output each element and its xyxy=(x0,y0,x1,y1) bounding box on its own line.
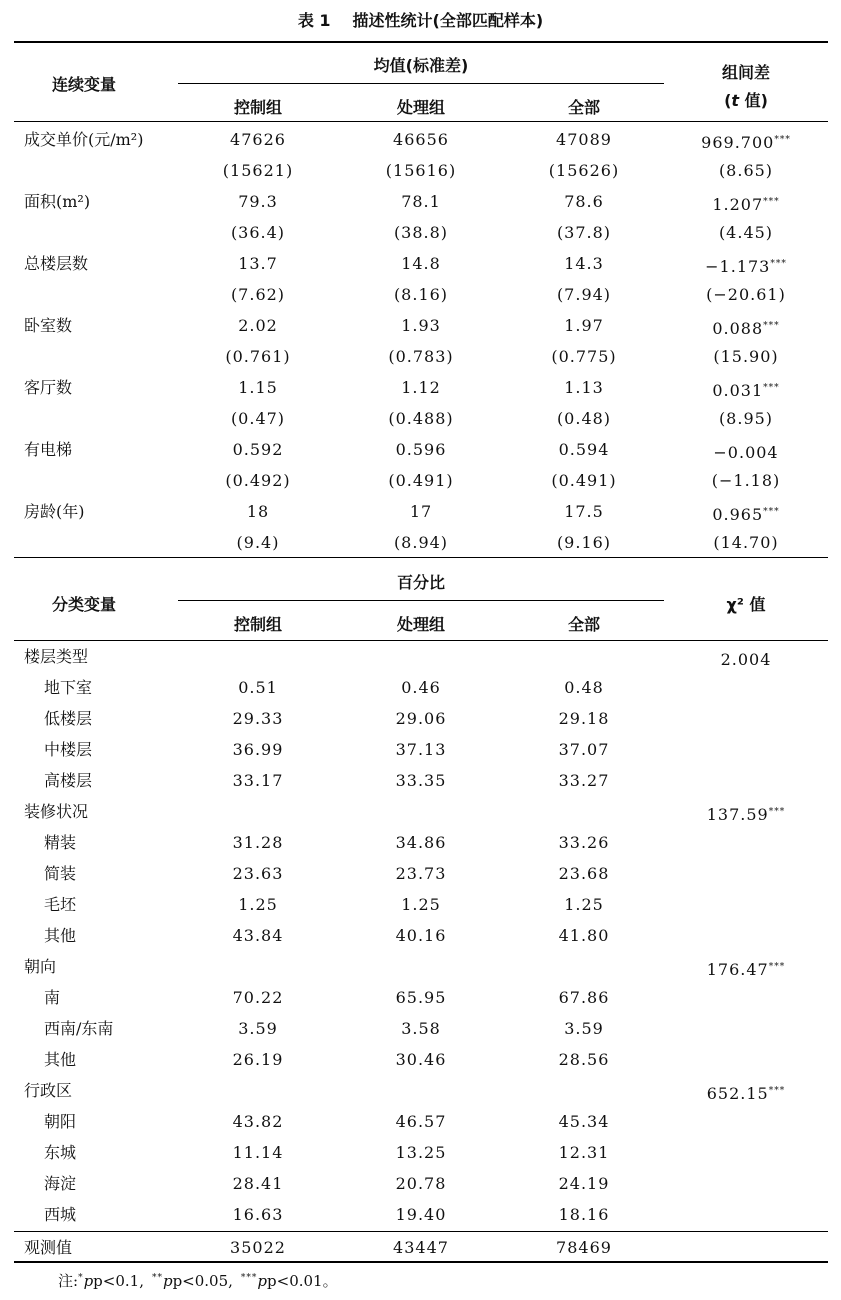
sd-value: (0.491) xyxy=(388,471,454,490)
panel-a-col-treatment: 处理组 xyxy=(396,98,445,117)
percent-control: 16.63 xyxy=(232,1205,284,1224)
panel-a-mean-row xyxy=(0,249,841,280)
t-value: (4.45) xyxy=(718,223,774,242)
panel-a-mean-row xyxy=(0,373,841,404)
observations-row xyxy=(0,1233,841,1264)
category-label: 南 xyxy=(44,988,61,1007)
percent-treatment: 20.78 xyxy=(395,1174,447,1193)
variable-label: 成交单价(元/m²) xyxy=(24,130,144,149)
chi2-value: 176.47*** xyxy=(706,960,786,979)
panel-a-mean-row xyxy=(0,497,841,528)
percent-treatment: 30.46 xyxy=(395,1050,447,1069)
category-group-label: 行政区 xyxy=(24,1081,73,1100)
mean-value: 2.02 xyxy=(238,316,278,335)
panel-a-header-rule xyxy=(14,121,828,122)
panel-b-header-rule xyxy=(14,640,828,641)
category-label: 东城 xyxy=(44,1143,77,1162)
sd-value: (8.16) xyxy=(393,285,449,304)
percent-all: 45.34 xyxy=(558,1112,610,1131)
panel-b-item-row xyxy=(0,1200,841,1231)
category-label: 精装 xyxy=(44,833,77,852)
panel-b-row-header: 分类变量 xyxy=(52,595,117,614)
panel-a-sd-row xyxy=(0,466,841,497)
percent-control: 36.99 xyxy=(232,740,284,759)
panel-b-group-row xyxy=(0,952,841,983)
sd-value: (0.488) xyxy=(388,409,454,428)
panel-b-col-all: 全部 xyxy=(567,615,600,634)
percent-treatment: 29.06 xyxy=(395,709,447,728)
mean-value: 46656 xyxy=(393,130,449,149)
panel-b-item-row xyxy=(0,1169,841,1200)
percent-treatment: 0.46 xyxy=(401,678,441,697)
panel-a-mean-row xyxy=(0,311,841,342)
sd-value: (7.62) xyxy=(230,285,286,304)
percent-treatment: 40.16 xyxy=(395,926,447,945)
table-caption: 描述性统计(全部匹配样本) xyxy=(352,11,544,30)
panel-b-item-row xyxy=(0,673,841,704)
top-rule xyxy=(14,41,828,43)
percent-control: 31.28 xyxy=(232,833,284,852)
panel-a-row-header: 连续变量 xyxy=(52,75,117,94)
panel-a-diff-stat-header: (t 值) xyxy=(724,91,768,110)
panel-b-item-row xyxy=(0,704,841,735)
variable-label: 总楼层数 xyxy=(24,254,89,273)
panel-a-sd-row xyxy=(0,404,841,435)
sd-value: (15616) xyxy=(385,161,457,180)
t-value: (14.70) xyxy=(713,533,779,552)
percent-control: 23.63 xyxy=(232,864,284,883)
panel-b-item-row xyxy=(0,1107,841,1138)
category-label: 其他 xyxy=(44,926,77,945)
sd-value: (8.94) xyxy=(393,533,449,552)
percent-treatment: 23.73 xyxy=(395,864,447,883)
panel-a-sd-row xyxy=(0,280,841,311)
panel-b-group-row xyxy=(0,642,841,673)
sd-value: (0.775) xyxy=(551,347,617,366)
mean-value: 14.3 xyxy=(564,254,604,273)
group-diff-value: 0.031*** xyxy=(712,381,780,400)
t-value: (−20.61) xyxy=(706,285,786,304)
percent-all: 18.16 xyxy=(558,1205,610,1224)
percent-treatment: 65.95 xyxy=(395,988,447,1007)
panel-a-mean-row xyxy=(0,125,841,156)
percent-control: 11.14 xyxy=(232,1143,284,1162)
percent-control: 43.84 xyxy=(232,926,284,945)
observations-control: 35022 xyxy=(230,1238,286,1257)
sd-value: (9.16) xyxy=(556,533,612,552)
sd-value: (0.48) xyxy=(556,409,612,428)
category-group-label: 楼层类型 xyxy=(24,647,89,666)
mean-value: 1.12 xyxy=(401,378,441,397)
category-label: 海淀 xyxy=(44,1174,77,1193)
panel-b-group-row xyxy=(0,797,841,828)
mean-value: 47089 xyxy=(556,130,612,149)
t-value: (8.95) xyxy=(718,409,774,428)
percent-all: 12.31 xyxy=(558,1143,610,1162)
category-label: 毛坯 xyxy=(44,895,77,914)
chi2-value: 137.59*** xyxy=(706,805,786,824)
mean-value: 1.15 xyxy=(238,378,278,397)
percent-control: 26.19 xyxy=(232,1050,284,1069)
percent-treatment: 13.25 xyxy=(395,1143,447,1162)
panel-b-item-row xyxy=(0,1045,841,1076)
t-value: (8.65) xyxy=(718,161,774,180)
percent-control: 33.17 xyxy=(232,771,284,790)
percent-all: 41.80 xyxy=(558,926,610,945)
mean-value: 78.1 xyxy=(401,192,441,211)
panel-b-item-row xyxy=(0,735,841,766)
percent-all: 24.19 xyxy=(558,1174,610,1193)
sd-value: (0.783) xyxy=(388,347,454,366)
panel-b-col-control: 控制组 xyxy=(233,615,282,634)
panel-a-col-control: 控制组 xyxy=(233,98,282,117)
percent-all: 28.56 xyxy=(558,1050,610,1069)
sd-value: (9.4) xyxy=(236,533,280,552)
group-diff-value: 0.965*** xyxy=(712,505,780,524)
panel-b-col-treatment: 处理组 xyxy=(396,615,445,634)
percent-all: 1.25 xyxy=(564,895,604,914)
panel-a-mean-row xyxy=(0,435,841,466)
mean-value: 1.13 xyxy=(564,378,604,397)
mean-value: 13.7 xyxy=(238,254,278,273)
group-diff-value: −1.173*** xyxy=(705,257,787,276)
percent-treatment: 37.13 xyxy=(395,740,447,759)
category-label: 朝阳 xyxy=(44,1112,77,1131)
category-label: 中楼层 xyxy=(44,740,93,759)
panel-b-group-header: 百分比 xyxy=(396,573,445,592)
panel-a-diff-header: 组间差 xyxy=(721,63,770,82)
mean-value: 17 xyxy=(409,502,433,521)
percent-all: 37.07 xyxy=(558,740,610,759)
category-label: 简装 xyxy=(44,864,77,883)
category-group-label: 装修状况 xyxy=(24,802,89,821)
panel-b-item-row xyxy=(0,1014,841,1045)
panel-a-sd-row xyxy=(0,218,841,249)
mean-value: 0.592 xyxy=(232,440,284,459)
mean-value: 17.5 xyxy=(564,502,604,521)
panel-a-header-subrule xyxy=(178,83,664,84)
sd-value: (7.94) xyxy=(556,285,612,304)
observations-treatment: 43447 xyxy=(393,1238,449,1257)
percent-treatment: 46.57 xyxy=(395,1112,447,1131)
panel-b-item-row xyxy=(0,921,841,952)
t-value: (15.90) xyxy=(713,347,779,366)
group-diff-value: 0.088*** xyxy=(712,319,780,338)
variable-label: 卧室数 xyxy=(24,316,73,335)
sd-value: (37.8) xyxy=(556,223,612,242)
panel-b-item-row xyxy=(0,983,841,1014)
mean-value: 47626 xyxy=(230,130,286,149)
mean-value: 1.93 xyxy=(401,316,441,335)
variable-label: 面积(m²) xyxy=(24,192,91,211)
panel-b-header-subrule xyxy=(178,600,664,601)
chi2-value: 2.004 xyxy=(720,650,772,669)
mean-value: 78.6 xyxy=(564,192,604,211)
mean-value: 14.8 xyxy=(401,254,441,273)
category-label: 西南/东南 xyxy=(44,1019,114,1038)
percent-all: 29.18 xyxy=(558,709,610,728)
variable-label: 有电梯 xyxy=(24,440,73,459)
observations-rule xyxy=(14,1231,828,1232)
sd-value: (0.492) xyxy=(225,471,291,490)
percent-control: 0.51 xyxy=(238,678,278,697)
t-value: (−1.18) xyxy=(711,471,781,490)
panel-b-item-row xyxy=(0,1138,841,1169)
panel-b-stat-header: χ² 值 xyxy=(726,595,766,614)
variable-label: 房龄(年) xyxy=(24,502,85,521)
category-label: 低楼层 xyxy=(44,709,93,728)
category-group-label: 朝向 xyxy=(24,957,57,976)
panel-a-group-header: 均值(标准差) xyxy=(373,56,469,75)
percent-treatment: 1.25 xyxy=(401,895,441,914)
sd-value: (0.47) xyxy=(230,409,286,428)
group-diff-value: 969.700*** xyxy=(701,133,791,152)
percent-control: 28.41 xyxy=(232,1174,284,1193)
group-diff-value: 1.207*** xyxy=(712,195,780,214)
panel-a-mean-row xyxy=(0,187,841,218)
panel-b-item-row xyxy=(0,828,841,859)
percent-control: 70.22 xyxy=(232,988,284,1007)
percent-all: 23.68 xyxy=(558,864,610,883)
panel-a-sd-row xyxy=(0,528,841,559)
sd-value: (15626) xyxy=(548,161,620,180)
panel-b-item-row xyxy=(0,766,841,797)
category-label: 地下室 xyxy=(44,678,93,697)
variable-label: 客厅数 xyxy=(24,378,73,397)
mean-value: 1.97 xyxy=(564,316,604,335)
percent-control: 43.82 xyxy=(232,1112,284,1131)
chi2-value: 652.15*** xyxy=(706,1084,786,1103)
observations-label: 观测值 xyxy=(24,1238,73,1257)
group-diff-value: −0.004 xyxy=(713,443,779,462)
panel-b-item-row xyxy=(0,890,841,921)
panel-a-col-all: 全部 xyxy=(567,98,600,117)
table-title xyxy=(0,8,841,31)
percent-all: 0.48 xyxy=(564,678,604,697)
sd-value: (0.761) xyxy=(225,347,291,366)
percent-all: 67.86 xyxy=(558,988,610,1007)
category-label: 其他 xyxy=(44,1050,77,1069)
category-label: 西城 xyxy=(44,1205,77,1224)
sd-value: (0.491) xyxy=(551,471,617,490)
percent-treatment: 3.58 xyxy=(401,1019,441,1038)
mean-value: 0.594 xyxy=(558,440,610,459)
percent-treatment: 19.40 xyxy=(395,1205,447,1224)
category-label: 高楼层 xyxy=(44,771,93,790)
sd-value: (15621) xyxy=(222,161,294,180)
percent-all: 33.27 xyxy=(558,771,610,790)
percent-all: 3.59 xyxy=(564,1019,604,1038)
panel-b-item-row xyxy=(0,859,841,890)
table-note: 注:*pp<0.1, **pp<0.05, ***pp<0.01。 xyxy=(58,1272,338,1290)
table-number: 表 1 xyxy=(297,11,331,30)
percent-all: 33.26 xyxy=(558,833,610,852)
mean-value: 79.3 xyxy=(238,192,278,211)
panel-a-sd-row xyxy=(0,156,841,187)
mean-value: 0.596 xyxy=(395,440,447,459)
observations-all: 78469 xyxy=(556,1238,612,1257)
panel-a-sd-row xyxy=(0,342,841,373)
panel-b-group-row xyxy=(0,1076,841,1107)
percent-treatment: 33.35 xyxy=(395,771,447,790)
percent-control: 3.59 xyxy=(238,1019,278,1038)
percent-treatment: 34.86 xyxy=(395,833,447,852)
percent-control: 29.33 xyxy=(232,709,284,728)
mean-value: 18 xyxy=(246,502,270,521)
percent-control: 1.25 xyxy=(238,895,278,914)
sd-value: (38.8) xyxy=(393,223,449,242)
sd-value: (36.4) xyxy=(230,223,286,242)
